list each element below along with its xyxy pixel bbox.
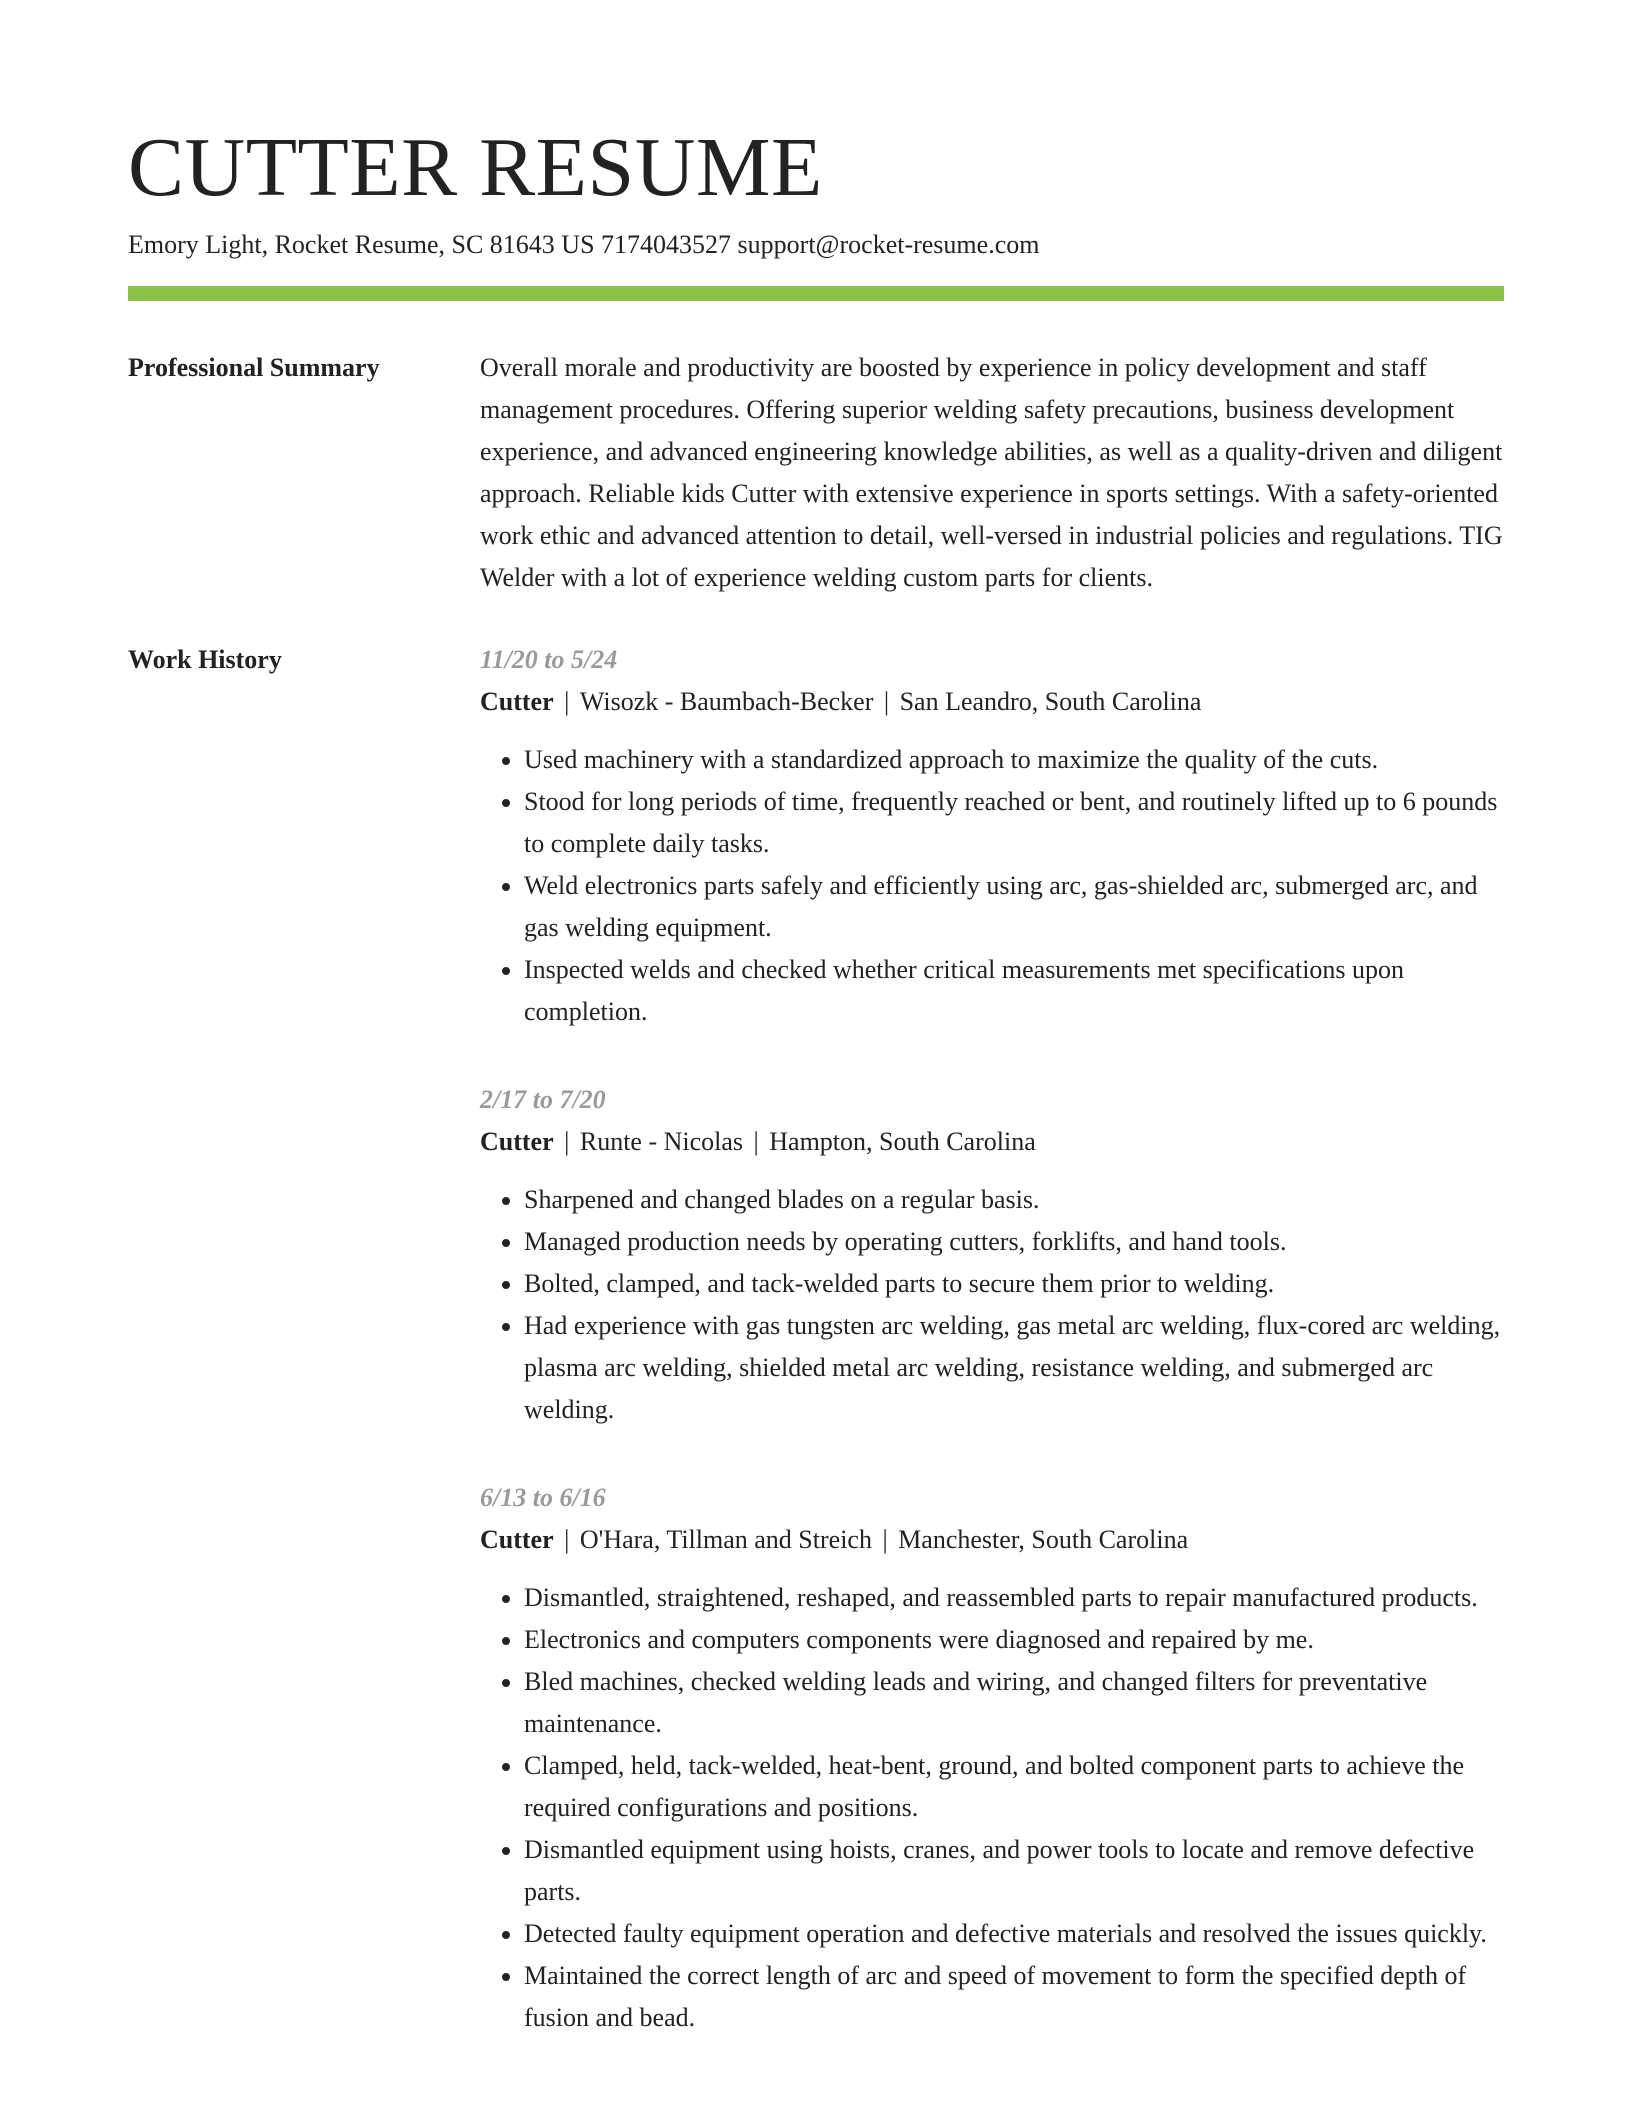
job-role: Cutter [480, 687, 554, 716]
job-entry [480, 1477, 1504, 2039]
job-title-line [480, 1121, 1504, 1163]
job-dates: 6/13 to 6/16 [480, 1483, 606, 1512]
separator: | [875, 1525, 895, 1554]
job-duty-item: • Dismantled, straightened, reshaped, and reassembled parts to repair manufactured products. [524, 1577, 1504, 1619]
separator: | [557, 1525, 576, 1554]
job-duty-item: • Maintained the correct length of arc and speed of movement to form the specified depth of fusion and bead. [524, 1955, 1504, 2039]
job-entry [480, 1079, 1504, 1431]
job-duty-item: • Clamped, held, tack-welded, heat-bent, ground, and bolted component parts to achieve the required configurations and positions. [524, 1745, 1504, 1829]
job-company: O'Hara, Tillman and Streich [579, 1525, 872, 1554]
job-duties-list [480, 1179, 1504, 1431]
job-duty-item: • Bled machines, checked welding leads and wiring, and changed filters for preventative maintenance. [524, 1661, 1504, 1745]
resume-title: CUTTER RESUME [128, 121, 823, 214]
separator: | [557, 1127, 576, 1156]
summary-heading: Professional Summary [128, 353, 380, 382]
job-duty-item: • Sharpened and changed blades on a regular basis. [524, 1179, 1504, 1221]
job-title-line [480, 1519, 1504, 1561]
job-entry [480, 639, 1504, 1033]
job-duty-item: • Stood for long periods of time, frequently reached or bent, and routinely lifted up to 6 pounds to complete daily tasks. [524, 781, 1504, 865]
resume-page [128, 118, 1504, 2085]
separator: | [557, 687, 576, 716]
job-dates: 11/20 to 5/24 [480, 645, 618, 674]
work-history-section [128, 639, 1504, 2085]
job-dates: 2/17 to 7/20 [480, 1085, 606, 1114]
work-history-list [480, 639, 1504, 2085]
job-location: San Leandro, South Carolina [899, 687, 1202, 716]
job-role: Cutter [480, 1525, 554, 1554]
job-duty-item: • Bolted, clamped, and tack-welded parts to secure them prior to welding. [524, 1263, 1504, 1305]
job-duty-item: • Dismantled equipment using hoists, cranes, and power tools to locate and remove defective parts. [524, 1829, 1504, 1913]
separator: | [747, 1127, 766, 1156]
job-company: Runte - Nicolas [579, 1127, 744, 1156]
job-duty-item: • Managed production needs by operating cutters, forklifts, and hand tools. [524, 1221, 1504, 1263]
job-location: Manchester, South Carolina [898, 1525, 1189, 1554]
job-duty-item: • Used machinery with a standardized approach to maximize the quality of the cuts. [524, 739, 1504, 781]
job-duty-item: • Inspected welds and checked whether critical measurements met specifications upon completion. [524, 949, 1504, 1033]
job-duty-item: • Weld electronics parts safely and efficiently using arc, gas-shielded arc, submerged arc, and gas welding equipment. [524, 865, 1504, 949]
contact-name-address: Emory Light, Rocket Resume, SC 81643 US [128, 230, 595, 259]
contact-phone: 7174043527 [601, 230, 732, 259]
job-duty-item: • Had experience with gas tungsten arc welding, gas metal arc welding, flux-cored arc welding, plasma arc welding, shielded metal arc welding, resistance welding, and submerged arc welding. [524, 1305, 1504, 1431]
accent-divider [128, 286, 1504, 301]
summary-section [128, 347, 1504, 599]
job-title-line [480, 681, 1504, 723]
job-duties-list [480, 739, 1504, 1033]
job-role: Cutter [480, 1127, 554, 1156]
work-history-heading: Work History [128, 645, 282, 674]
summary-body [480, 347, 1504, 599]
contact-line [128, 228, 1504, 262]
separator: | [877, 687, 896, 716]
job-location: Hampton, South Carolina [769, 1127, 1036, 1156]
job-duties-list [480, 1577, 1504, 2039]
contact-email: support@rocket-resume.com [737, 230, 1040, 259]
job-duty-item: • Electronics and computers components were diagnosed and repaired by me. [524, 1619, 1504, 1661]
summary-text: Overall morale and productivity are boosted by experience in policy development and staff management procedures. Offering superior welding safety precautions, business development experience, and advanced engineering knowledge abilities, as well as a quality-driven and diligent approach. Reliable kids Cutter with extensive experience in sports settings. With a safety-oriented work ethic and advanced attention to detail, well-versed in industrial policies and regulations. TIG Welder with a lot of experience welding custom parts for clients. [480, 353, 1503, 592]
job-duty-item: • Detected faulty equipment operation and defective materials and resolved the issues quickly. [524, 1913, 1504, 1955]
job-company: Wisozk - Baumbach-Becker [579, 687, 874, 716]
